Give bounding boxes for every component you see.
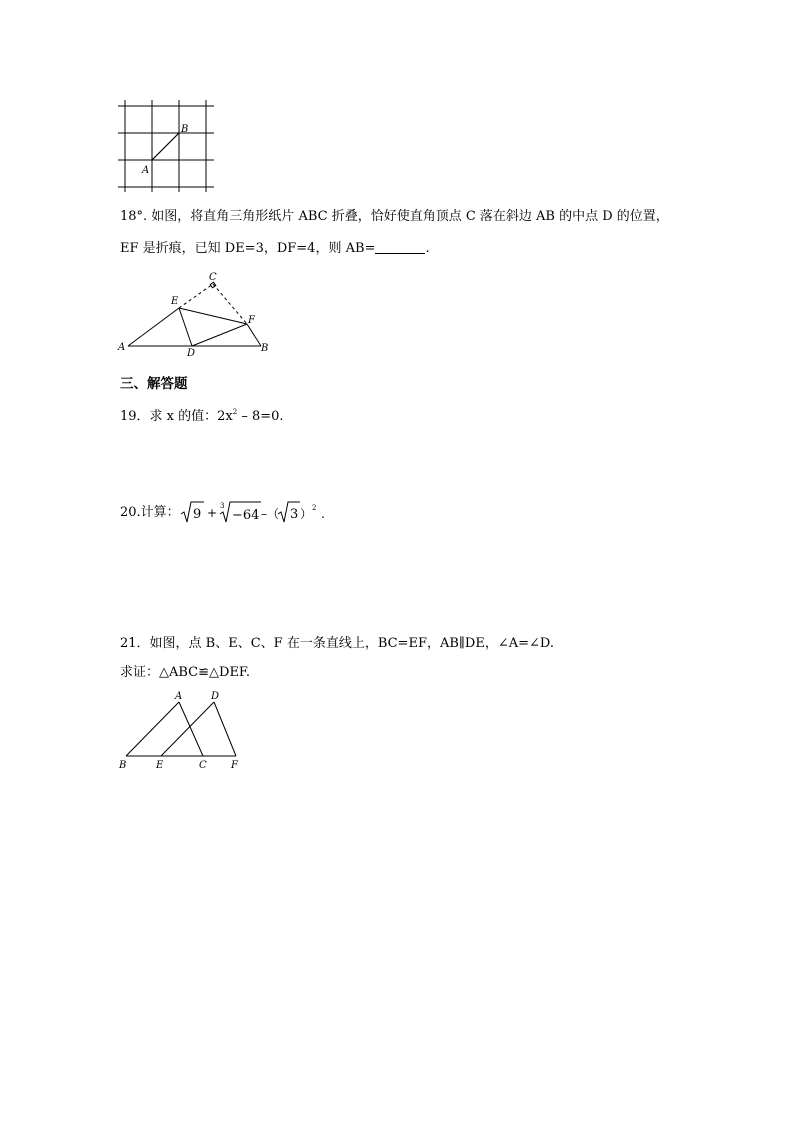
q18-line2-suffix: .: [425, 241, 430, 256]
q21-label-d: D: [211, 691, 220, 702]
q20-end: .: [321, 507, 325, 521]
q21-label-e: E: [156, 760, 164, 771]
section-title: 三、解答题: [120, 376, 188, 392]
q20-minus-paren: –（: [261, 507, 280, 521]
grid-label-b: B: [181, 124, 189, 135]
grid-figure: [118, 100, 218, 192]
q20-exponent: 2: [312, 504, 317, 512]
q18-line1: 18°. 如图，将直角三角形纸片 ABC 折叠，恰好使直角顶点 C 落在斜边 AB 的中点 D 的位置，: [120, 209, 669, 224]
q21-label-c: C: [199, 760, 207, 771]
q20-close-paren: ）: [300, 507, 313, 521]
q20-cbrt-arg: −64: [232, 508, 260, 523]
grid-label-a: A: [142, 165, 150, 176]
q20-sqrt9-arg: 9: [193, 507, 202, 522]
q19: [120, 404, 284, 425]
q18-label-c: C: [209, 272, 217, 283]
q18-line2: [120, 241, 430, 257]
q19-prefix: 19．求 x 的值：2x: [120, 409, 233, 424]
q19-exponent: 2: [232, 408, 238, 416]
q21-line2: 求证：△ABC≌△DEF.: [120, 665, 251, 680]
q21-figure: [116, 688, 256, 772]
q20-prefix: 20.计算：: [120, 505, 180, 520]
q19-suffix: – 8=0.: [237, 409, 284, 424]
q20-expression: [178, 498, 338, 528]
q18-label-e: E: [171, 296, 179, 307]
q18-label-d: D: [187, 348, 196, 359]
q18-label-a: A: [118, 342, 126, 353]
q18-line2-text: EF 是折痕，已知 DE=3，DF=4，则 AB=: [120, 241, 376, 256]
q18-label-b: B: [261, 343, 269, 354]
q18-label-f: F: [248, 315, 255, 326]
q21-label-b: B: [119, 760, 127, 771]
q20-plus: +: [207, 506, 218, 520]
q18-figure: [116, 268, 276, 360]
q20: [120, 505, 180, 527]
q21-label-f: F: [231, 760, 238, 771]
q21-line1: 21．如图，点 B、E、C、F 在一条直线上，BC=EF，AB∥DE，∠A=∠D.: [120, 636, 554, 651]
q20-sqrt3-arg: 3: [290, 507, 299, 522]
q21-label-a: A: [175, 691, 183, 702]
q20-cbrt-index: 3: [220, 502, 225, 510]
q18-answer-blank: [375, 243, 425, 254]
